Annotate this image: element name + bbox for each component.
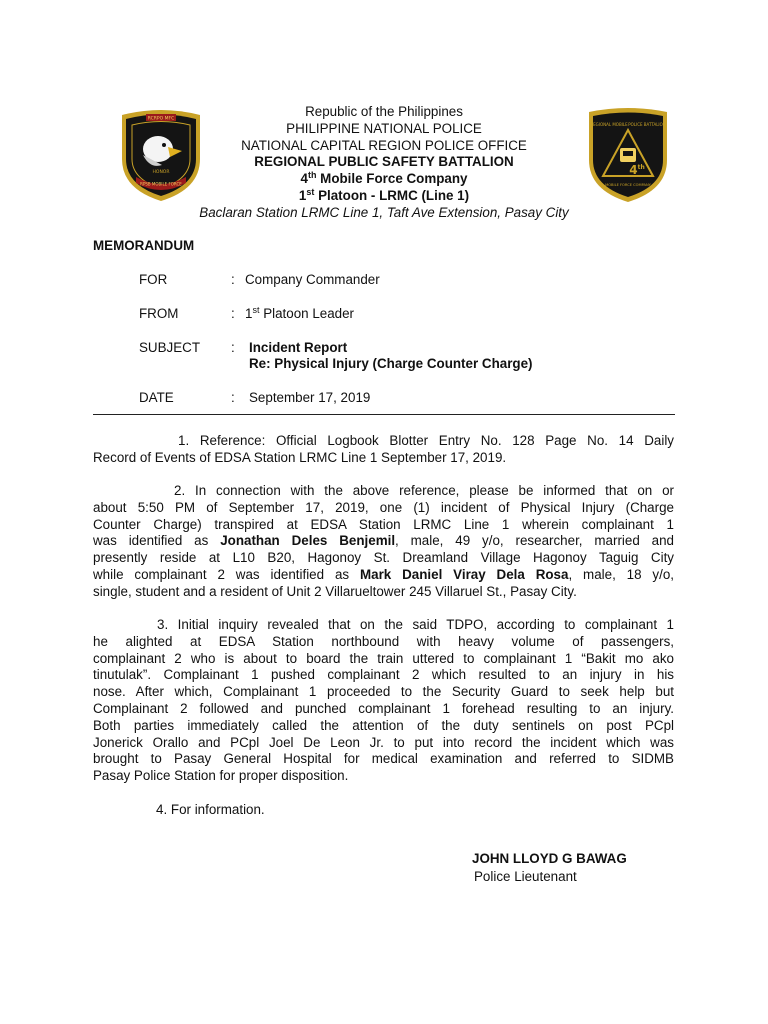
paragraph-2-line: 2. In connection with the above reference, please be informed that on or	[174, 483, 674, 498]
paragraph-1	[93, 433, 674, 467]
subject-label: SUBJECT	[139, 340, 201, 355]
for-value: Company Commander	[245, 272, 380, 287]
complainant-1-name: Jonathan Deles Benjemil	[220, 533, 396, 549]
subject-line-2: Re: Physical Injury (Charge Counter Charge)	[249, 356, 533, 371]
right-logo-top-right-text: POLICE BATTALION	[628, 122, 666, 127]
paragraph-3-line: Complainant 2 followed and punched complainant 1 forehead resulting to an injury.	[93, 700, 674, 716]
paragraph-2-line: about 5:50 PM of September 17, 2019, one (1) incident of Physical Injury (Charge	[93, 499, 674, 515]
signatory-name: JOHN LLOYD G BAWAG	[472, 851, 627, 866]
paragraph-2	[93, 483, 674, 601]
paragraph-2-line: while complainant 2 was identified as Mark Daniel Viray Dela Rosa, male, 18 y/o,	[93, 566, 675, 582]
paragraph-3-line: tinutulak”. Complainant 1 pushed complainant 2 which resulted to an injury in his	[93, 667, 674, 683]
right-logo-bottom-text: MOBILE FORCE COMPANY	[605, 183, 651, 187]
paragraph-4: 4. For information.	[156, 802, 265, 817]
signatory-rank: Police Lieutenant	[474, 869, 577, 884]
left-logo-bottom-text: RPSB MOBILE FORCE	[140, 181, 182, 187]
paragraph-3-line: 3. Initial inquiry revealed that on the said TDPO, according to complainant 1	[157, 617, 674, 632]
right-logo-top-text: REGIONAL MOBILE	[590, 122, 628, 127]
date-value: September 17, 2019	[249, 390, 371, 405]
paragraph-3-line: brought to Pasay General Hospital for medical examination and referred to SIDMB	[93, 751, 674, 767]
header-platoon: 1st Platoon - LRMC (Line 1)	[298, 186, 470, 203]
left-logo-middle-text: HONOR	[152, 170, 170, 175]
header-company: 4th Mobile Force Company	[300, 170, 468, 187]
paragraph-3-line: Pasay Police Station for proper disposition.	[93, 768, 349, 784]
from-value: 1st Platoon Leader	[245, 305, 355, 321]
paragraph-3-line: Both parties immediately called the attention of the duty sentinels on post PCpl	[93, 717, 674, 733]
for-colon: :	[231, 272, 235, 287]
header-ncrpo: NATIONAL CAPITAL REGION POLICE OFFICE	[241, 137, 527, 153]
date-label: DATE	[139, 390, 174, 405]
paragraph-3-line: he alighted at EDSA Station northbound with heavy volume of passengers,	[93, 633, 674, 649]
paragraph-2-line: was identified as Jonathan Deles Benjemil, male, 49 y/o, researcher, married and	[93, 533, 674, 549]
paragraph-1-line: Record of Events of EDSA Station LRMC Line 1 September 17, 2019.	[93, 449, 507, 465]
paragraph-2-line: presently reside at L10 B20, Hagonoy St. Dreamland Village Hagonoy Taguig City	[93, 550, 674, 566]
paragraph-2-line: Counter Charge) transpired at EDSA Station LRMC Line 1 wherein complainant 1	[93, 516, 674, 532]
for-label: FOR	[139, 272, 168, 287]
paragraph-2-line: single, student and a resident of Unit 2 Villarueltower 245 Villaruel St., Pasay City.	[93, 583, 577, 599]
date-colon: :	[231, 390, 235, 405]
from-colon: :	[231, 306, 235, 321]
paragraph-3	[93, 617, 674, 785]
paragraph-3-line: Jonerick Orallo and PCpl Joel De Leon Jr. to put into record the incident which was	[93, 734, 674, 750]
paragraph-3-line: complainant 2 who is about to board the train uttered to complainant 1 “Bakit mo ako	[93, 650, 674, 666]
right-logo-emblem-text: 4th	[629, 163, 645, 177]
subject-line-1: Incident Report	[249, 340, 348, 355]
header-divider	[93, 414, 675, 415]
header-battalion: REGIONAL PUBLIC SAFETY BATTALION	[254, 154, 514, 170]
header-address: Baclaran Station LRMC Line 1, Taft Ave Extension, Pasay City	[199, 204, 569, 220]
letterhead	[120, 104, 648, 222]
paragraph-3-line: nose. After which, Complainant 1 proceeded to the Security Guard to seek help but	[93, 684, 674, 700]
header-republic: Republic of the Philippines	[305, 104, 463, 119]
subject-colon: :	[231, 340, 235, 355]
memo-title: MEMORANDUM	[93, 238, 195, 253]
complainant-2-name: Mark Daniel Viray Dela Rosa	[359, 566, 569, 582]
header-pnp: PHILIPPINE NATIONAL POLICE	[286, 120, 482, 136]
left-logo-top-text: RCRPO MFC	[147, 116, 175, 122]
paragraph-1-line: 1. Reference: Official Logbook Blotter Entry No. 128 Page No. 14 Daily	[178, 433, 674, 448]
from-label: FROM	[139, 306, 179, 321]
